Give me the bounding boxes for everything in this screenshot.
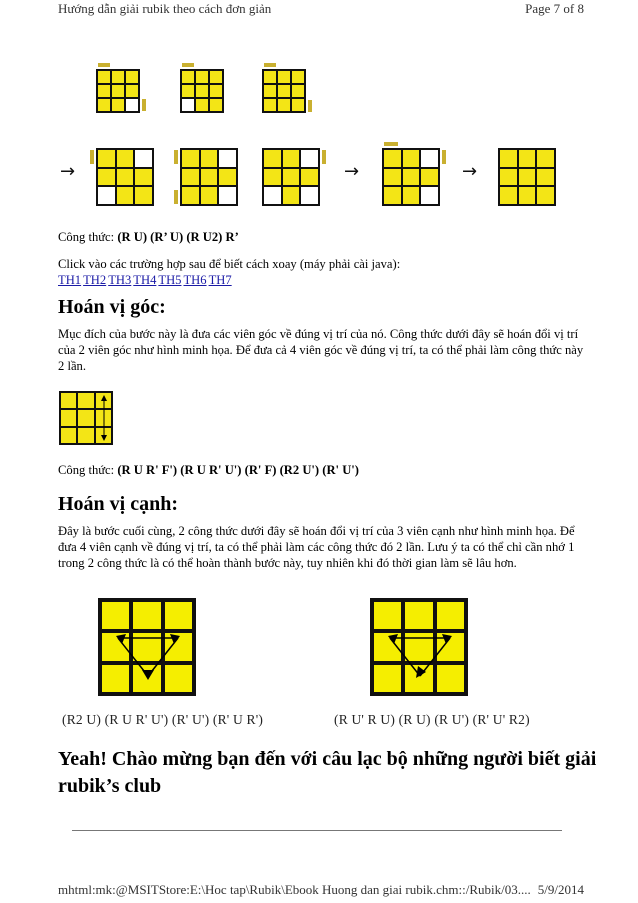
case-cube (262, 148, 320, 206)
formula-edges-right: (R U' R U) (R U) (R U') (R' U' R2) (334, 712, 530, 727)
case-cube (262, 69, 306, 113)
edge-diagram-right (370, 598, 468, 696)
cycle-arrows-icon (370, 598, 468, 696)
case-cube (180, 148, 238, 206)
arrow-icon: → (60, 161, 76, 182)
divider (72, 830, 562, 831)
footer-path: mhtml:mk:@MSITStore:E:\Hoc tap\Rubik\Ebook Huong dan giai rubik.chm::/Rubik/03.... (58, 882, 531, 897)
formula-edges-left: (R2 U) (R U R' U') (R' U') (R' U R') (62, 712, 264, 727)
link-th4[interactable]: TH4 (133, 273, 157, 287)
formula-label: Công thức: (58, 463, 115, 477)
section-title-edges: Hoán vị cạnh: (58, 493, 179, 515)
link-th3[interactable]: TH3 (108, 273, 132, 287)
case-links (58, 271, 234, 289)
case-cube (96, 69, 140, 113)
page-number: Page 7 of 8 (525, 1, 584, 16)
solved-cube (498, 148, 556, 206)
link-th1[interactable]: TH1 (58, 273, 82, 287)
link-th5[interactable]: TH5 (158, 273, 182, 287)
cycle-arrows-icon (98, 598, 196, 696)
formula-line (58, 229, 239, 245)
section-title-corners: Hoán vị góc: (58, 296, 166, 318)
edge-diagram-left (98, 598, 196, 696)
case-cube (96, 148, 154, 206)
closing-heading: Yeah! Chào mừng bạn đến với câu lạc bộ những người biết giải rubik’s club (58, 748, 597, 797)
section-body-corners: Mục đích của bước này là đưa các viên góc về đúng vị trí của nó. Công thức dưới đây sẽ hoán đổi vị trí của 2 viên góc như hình minh họa. Để đưa cả 4 viên góc về đúng vị trí, ta có thể phải làm công thức này 2 lần. (58, 327, 584, 373)
corner-diagram (59, 391, 113, 445)
doc-title: Hướng dẫn giải rubik theo cách đơn giản (58, 1, 272, 16)
link-th6[interactable]: TH6 (183, 273, 207, 287)
case-cube (382, 148, 440, 206)
link-th7[interactable]: TH7 (208, 273, 232, 287)
footer-date: 5/9/2014 (537, 882, 584, 897)
arrow-icon: → (344, 161, 360, 182)
swap-arrow-icon (59, 391, 113, 445)
formula-value: (R U) (R’ U) (R U2) R’ (117, 230, 239, 244)
formula-line-corners (58, 462, 359, 478)
formula-value: (R U R' F') (R U R' U') (R' F) (R2 U') (R' U') (117, 463, 359, 477)
formula-label: Công thức: (58, 230, 115, 244)
section-body-edges: Đây là bước cuối cùng, 2 công thức dưới đây sẽ hoán đổi vị trí của 3 viên cạnh như hình minh họa. Để đưa 4 viên cạnh về đúng vị trí, ta có thể phải làm các công thức đó 2 lần. Lưu ý ta có thể chỉ cần nhớ 1 trong 2 công thức là có thể hoàn thành bước này, tuy nhiên khi đó thời gian làm sẽ lâu hơn. (58, 524, 575, 570)
case-cube (180, 69, 224, 113)
arrow-icon: → (462, 161, 478, 182)
click-instruction: Click vào các trường hợp sau để biết cách xoay (máy phải cài java): (58, 257, 401, 271)
link-th2[interactable]: TH2 (83, 273, 107, 287)
